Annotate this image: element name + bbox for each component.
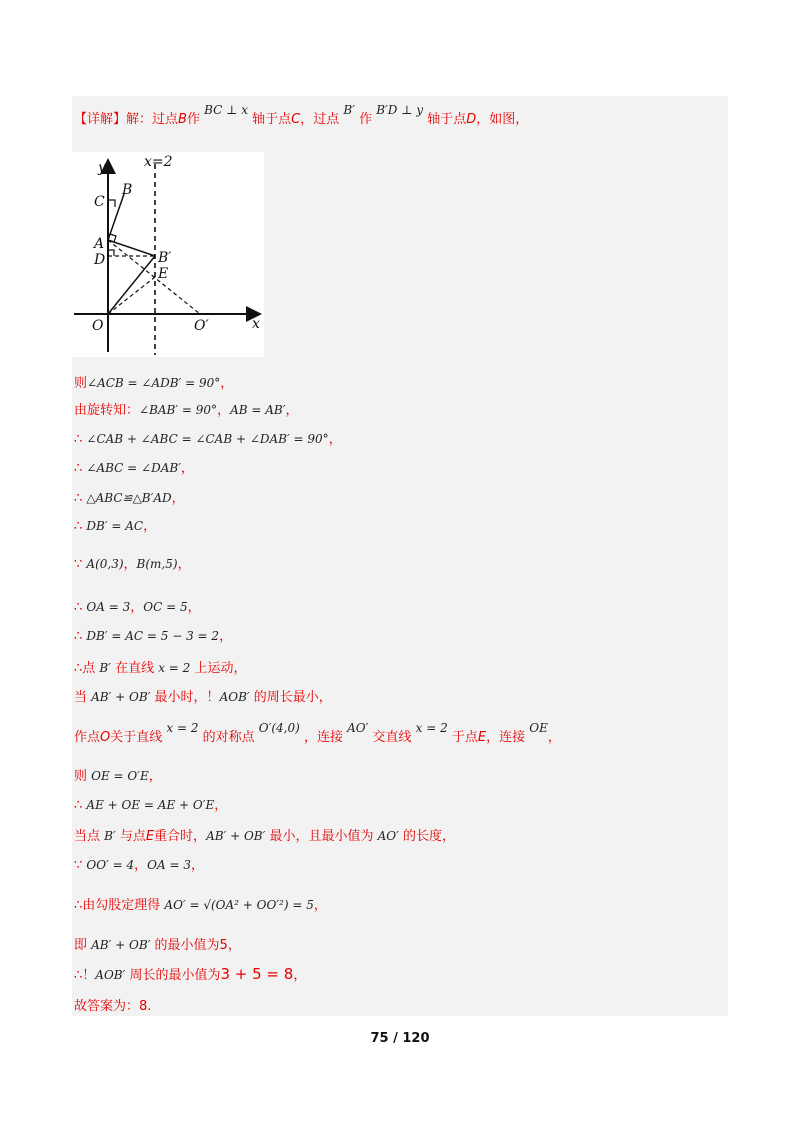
label-D: D xyxy=(94,252,106,268)
solution-line-8: ∴ OA = 3，OC = 5， xyxy=(74,600,201,615)
solution-line-18: 即 AB′ + OB′ 的最小值为5， xyxy=(74,938,241,953)
solution-header: 【详解】解：过点B作 BC ⊥ x 轴于点C，过点 B′ 作 B′D ⊥ y 轴于点D，如图， xyxy=(74,103,529,127)
solution-line-14: ∴ AE + OE = AE + O′E， xyxy=(74,798,228,813)
label-E: E xyxy=(158,266,169,282)
segment-AB-prime xyxy=(108,240,155,256)
solution-line-4: ∴ ∠ABC = ∠DAB′， xyxy=(74,461,194,476)
solution-line-1: 则∠ACB = ∠ADB′ = 90°， xyxy=(74,376,234,391)
solution-line-9: ∴ DB′ = AC = 5 − 3 = 2， xyxy=(74,629,233,644)
label-O-prime: O′ xyxy=(194,318,209,334)
label-B-prime: B′ xyxy=(158,250,172,266)
label-y: y xyxy=(98,160,106,176)
solution-line-19: ∴！AOB′ 周长的最小值为3 + 5 = 8， xyxy=(74,965,307,983)
segment-AB xyxy=(108,194,124,240)
solution-line-2: 由旋转知：∠BAB′ = 90°，AB = AB′， xyxy=(74,403,299,418)
solution-line-5: ∴ △ABC≌△B′AD， xyxy=(74,491,185,506)
solution-line-10: ∴点 B′ 在直线 x = 2 上运动， xyxy=(74,661,247,676)
segment-OE xyxy=(108,277,155,314)
solution-line-20: 故答案为：8. xyxy=(74,999,152,1014)
formula-bc-perp-x: BC ⊥ x xyxy=(204,103,249,117)
formula-bd-perp-y: B′D ⊥ y xyxy=(376,103,424,117)
solution-line-15: 当点 B′ 与点E重合时，AB′ + OB′ 最小，且最小值为 AO′ 的长度， xyxy=(74,829,455,844)
formula-b-prime: B′ xyxy=(343,103,355,117)
label-A: A xyxy=(94,236,105,252)
solution-line-3: ∴ ∠CAB + ∠ABC = ∠CAB + ∠DAB′ = 90°， xyxy=(74,432,342,447)
label-O: O xyxy=(92,318,104,334)
segment-OB-prime xyxy=(108,256,155,314)
label-line: x=2 xyxy=(144,154,173,170)
label-B: B xyxy=(122,182,133,198)
label-x: x xyxy=(252,316,260,332)
solution-line-17: ∴由勾股定理得 AO′ = √(OA² + OO′²) = 5， xyxy=(74,898,327,913)
geometry-figure xyxy=(72,152,264,357)
final-answer: 8 xyxy=(139,999,148,1014)
detail-tag: 【详解】 xyxy=(74,112,127,127)
solution-line-12: 作点O关于直线 x = 2 的对称点 O′(4,0) ，连接 AO′ 交直线 x = 2 于点E，连接 OE， xyxy=(74,721,561,745)
right-angle-C xyxy=(108,200,115,207)
solution-line-16: ∵ OO′ = 4，OA = 3， xyxy=(74,858,204,873)
label-C: C xyxy=(94,194,105,210)
solution-line-11: 当 AB′ + OB′ 最小时，！AOB′ 的周长最小， xyxy=(74,690,332,705)
right-angle-A xyxy=(108,234,116,242)
solution-line-13: 则 OE = O′E， xyxy=(74,769,162,784)
page-number: 75 / 120 xyxy=(370,1031,430,1046)
solution-line-7: ∵ A(0,3)，B(m,5)， xyxy=(74,557,191,572)
solution-line-6: ∴ DB′ = AC， xyxy=(74,519,157,534)
